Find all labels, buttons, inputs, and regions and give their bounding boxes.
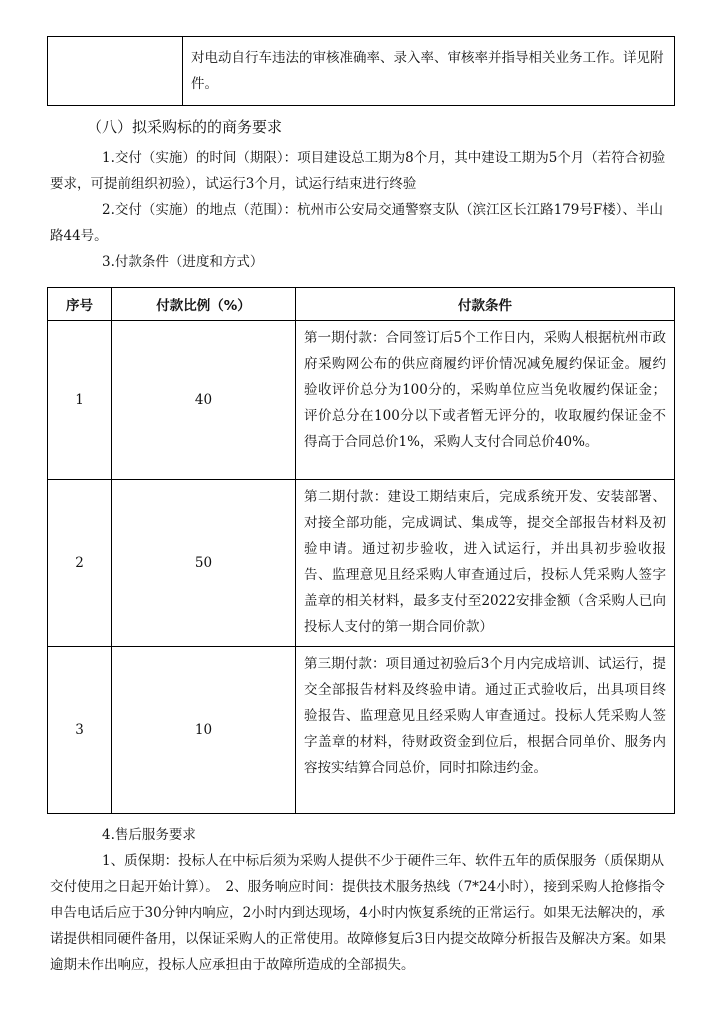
top-table-left-cell: [48, 37, 183, 106]
table-row: [48, 321, 675, 480]
header-ratio: 付款比例（%）: [112, 288, 296, 321]
payment-table-header-row: [48, 288, 675, 321]
row-no: 3: [48, 647, 112, 814]
row-ratio: 40: [112, 321, 296, 480]
row-no: 1: [48, 321, 112, 480]
top-table-fragment: [47, 36, 675, 106]
top-table-text: 对电动自行车违法的审核准确率、录入率、审核率并指导相关业务工作。详见附件。: [191, 50, 664, 92]
section-title: （八）拟采购标的的商务要求: [87, 118, 283, 136]
row-condition: 第二期付款：建设工期结束后，完成系统开发、安装部署、对接全部功能，完成调试、集成等，提交全部报告材料及初验申请。通过初步验收，进入试运行，并出具初步验收报告、监理意见且经采购人审查通过后，投标人凭采购人签字盖章的相关材料，最多支付至2022安排金额（含采购人已向投标人支付的第一期合同价款）: [296, 480, 675, 647]
top-table-text-cell: [183, 37, 675, 106]
row-no: 2: [48, 480, 112, 647]
after-sales-paragraph: 1、质保期：投标人在中标后须为采购人提供不少于硬件三年、软件五年的质保服务（质保期从交付使用之日起开始计算）。 2、服务响应时间：提供技术服务热线（7*24小时），接到采购人抢修指令申告电话后应于30分钟内响应，2小时内到达现场，4小时内恢复系统的正常运行。如果无法解决的，承诺提供相同硬件备用，以保证采购人的正常使用。故障修复后3日内提交故障分析报告及解决方案。如果逾期未作出响应，投标人应承担由于故障所造成的全部损失。: [50, 853, 667, 973]
row-condition: 第三期付款：项目通过初验后3个月内完成培训、试运行，提交全部报告材料及终验申请。通过正式验收后，出具项目终验报告、监理意见且经采购人审查通过。投标人凭采购人签字盖章的材料，待财政资金到位后，根据合同单价、服务内容按实结算合同总价，同时扣除违约金。: [296, 647, 675, 814]
row-ratio: 10: [112, 647, 296, 814]
after-sales-heading: 4.售后服务要求: [102, 827, 196, 843]
payment-table: [47, 287, 675, 814]
payment-heading: 3.付款条件（进度和方式）: [102, 254, 264, 270]
header-condition: 付款条件: [296, 288, 675, 321]
table-row: [48, 480, 675, 647]
row-condition: 第一期付款：合同签订后5个工作日内，采购人根据杭州市政府采购网公布的供应商履约评价情况减免履约保证金。履约验收评价总分为100分的，采购单位应当免收履约保证金；评价总分在100分以下或者暂无评分的，收取履约保证金不得高于合同总价1%，采购人支付合同总价40%。: [296, 321, 675, 480]
row-ratio: 50: [112, 480, 296, 647]
delivery-time-paragraph: 1.交付（实施）的时间（期限）：项目建设总工期为8个月，其中建设工期为5个月（若符合初验要求，可提前组织初验），试运行3个月，试运行结束进行终验: [50, 150, 666, 192]
table-row: [48, 647, 675, 814]
header-no: 序号: [48, 288, 112, 321]
delivery-place-paragraph: 2.交付（实施）的地点（范围）：杭州市公安局交通警察支队（滨江区长江路179号F楼）、半山路44号。: [50, 202, 664, 244]
